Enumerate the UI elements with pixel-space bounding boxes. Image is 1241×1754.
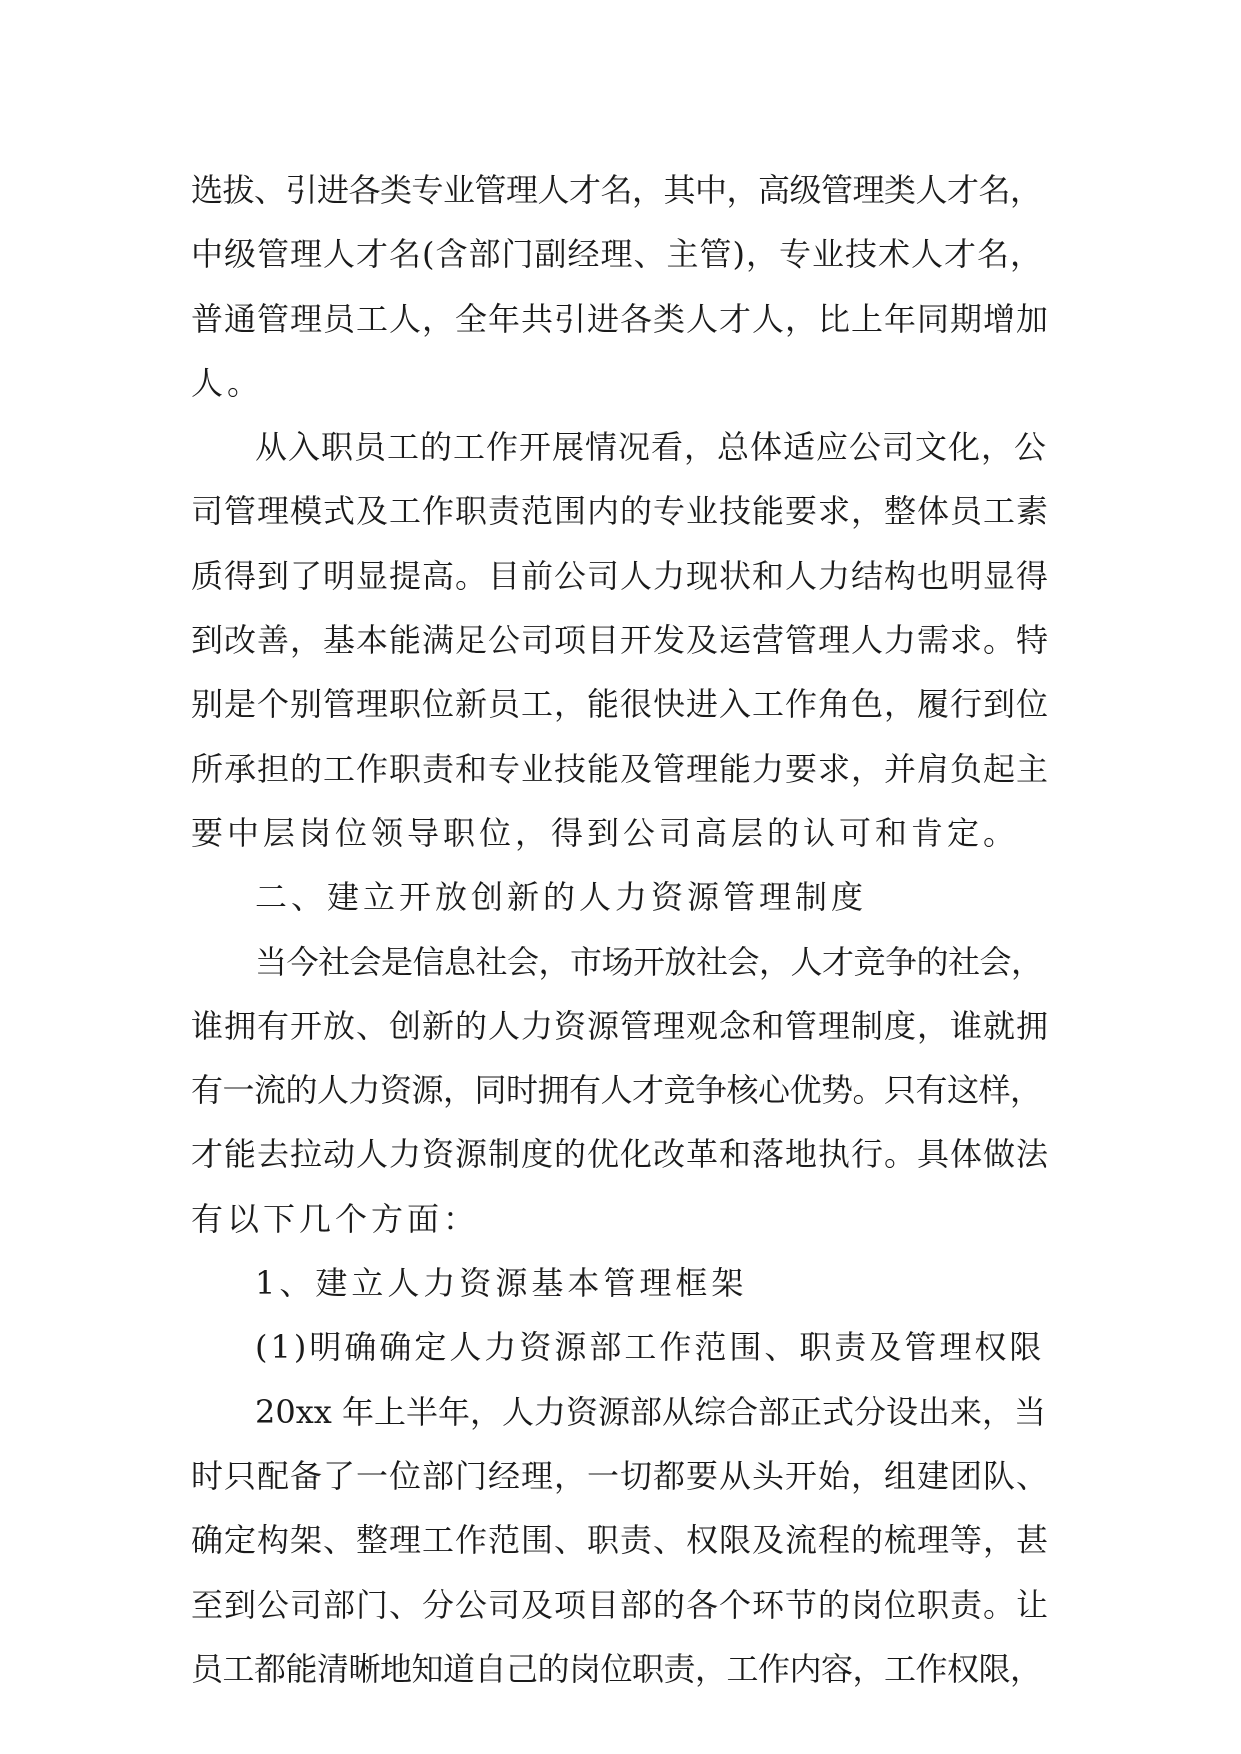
text-line: 到改善，基本能满足公司项目开发及运营管理人力需求。特 — [191, 621, 1050, 660]
document-body — [191, 158, 1051, 1701]
section-heading: 二、建立开放创新的人力资源管理制度 — [255, 878, 868, 917]
text-line: 要中层岗位领导职位，得到公司高层的认可和肯定。 — [191, 813, 1020, 852]
text-line: 才能去拉动人力资源制度的优化改革和落地执行。具体做法 — [191, 1135, 1050, 1174]
subsection-heading: (1)明确确定人力资源部工作范围、职责及管理权限 — [255, 1328, 1045, 1367]
text-line: 质得到了明显提高。目前公司人力现状和人力结构也明显得 — [191, 556, 1050, 595]
text-line: 别是个别管理职位新员工，能很快进入工作角色，履行到位 — [191, 685, 1050, 724]
text-line: 选拔、引进各类专业管理人才名，其中，高级管理类人才名， — [191, 171, 1042, 209]
text-line: 司管理模式及工作职责范围内的专业技能要求，整体员工素 — [191, 492, 1050, 531]
text-line: 有一流的人力资源，同时拥有人才竞争核心优势。只有这样， — [191, 1071, 1042, 1110]
text-line: 谁拥有开放、创新的人力资源管理观念和管理制度，谁就拥 — [191, 1006, 1050, 1045]
text-line: 从入职员工的工作开展情况看，总体适应公司文化，公 — [255, 428, 1048, 467]
text-line: 普通管理员工人，全年共引进各类人才人，比上年同期增加 — [191, 299, 1050, 338]
text-line: 中级管理人才名(含部门副经理、主管)，专业技术人才名， — [191, 235, 1043, 274]
text-line: 至到公司部门、分公司及项目部的各个环节的岗位职责。让 — [191, 1585, 1050, 1624]
text-line: 20xx 年上半年，人力资源部从综合部正式分设出来，当 — [255, 1392, 1046, 1431]
text-line: 有以下几个方面： — [191, 1199, 480, 1238]
text-line: 所承担的工作职责和专业技能及管理能力要求，并肩负起主 — [191, 749, 1050, 788]
text-line: 员工都能清晰地知道自己的岗位职责，工作内容，工作权限， — [191, 1649, 1042, 1688]
text-line: 时只配备了一位部门经理，一切都要从头开始，组建团队、 — [191, 1456, 1050, 1495]
text-line: 当今社会是信息社会，市场开放社会，人才竞争的社会， — [255, 942, 1043, 981]
subsection-heading: 1、建立人力资源基本管理框架 — [255, 1264, 748, 1303]
text-line: 确定构架、整理工作范围、职责、权限及流程的梳理等，甚 — [191, 1521, 1050, 1560]
text-line: 人。 — [191, 363, 264, 402]
